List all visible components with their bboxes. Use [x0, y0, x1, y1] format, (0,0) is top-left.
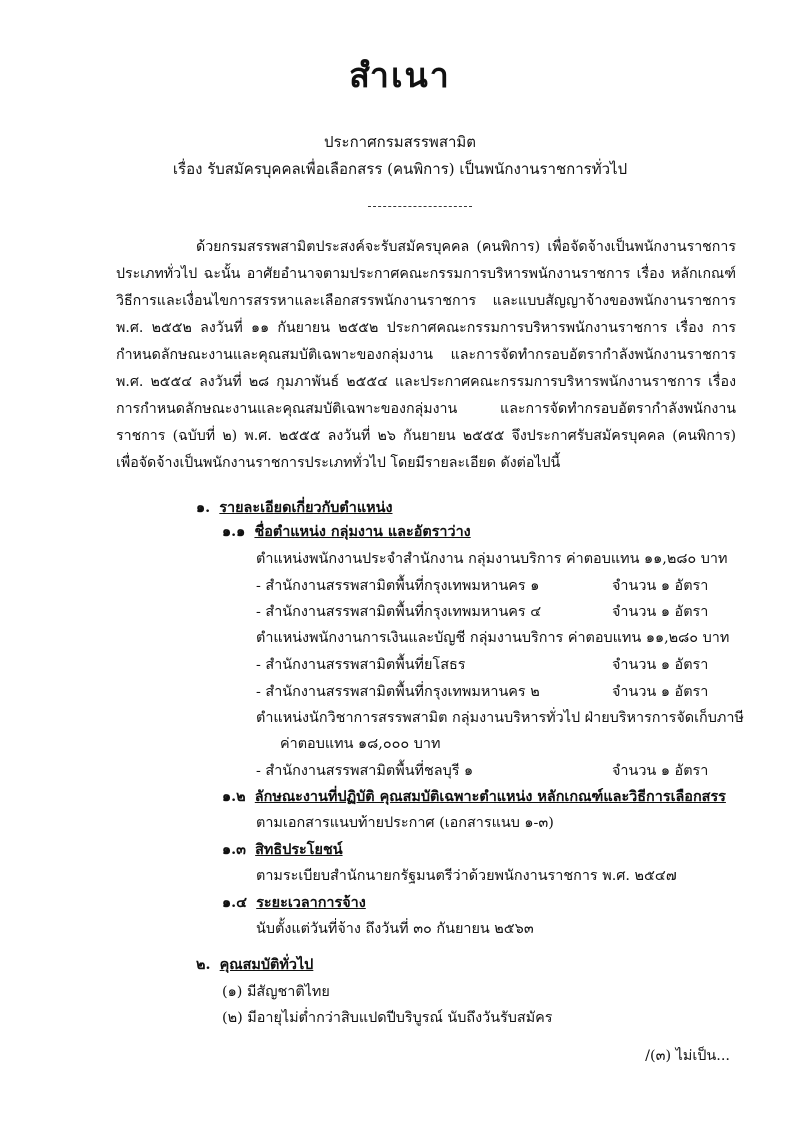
subsection-number: ๑.๔ [222, 894, 248, 911]
position-2: ตำแหน่งพนักงานการเงินและบัญชี กลุ่มงานบริการ ค่าตอบแทน ๑๑,๒๘๐ บาท [256, 630, 730, 646]
list-item: - สำนักงานสรรพสามิตพื้นที่ยโสธร [256, 657, 466, 673]
subsection-number: ๑.๒ [222, 788, 246, 805]
section-title: รายละเอียดเกี่ยวกับตำแหน่ง [219, 499, 393, 516]
section-number: ๒. [196, 956, 211, 973]
subsection-1-4-heading [222, 891, 366, 914]
subsection-title: ชื่อตำแหน่ง กลุ่มงาน และอัตราว่าง [254, 523, 471, 540]
position-3: ตำแหน่งนักวิชาการสรรพสามิต กลุ่มงานบริหารทั่วไป ฝ่ายบริหารการจัดเก็บภาษี [256, 710, 744, 726]
position-3-pay: ค่าตอบแทน ๑๘,๐๐๐ บาท [280, 736, 441, 752]
list-item: (๑) มีสัญชาติไทย [222, 984, 330, 1000]
section-2-heading [196, 953, 313, 976]
subsection-title: ลักษณะงานที่ปฏิบัติ คุณสมบัติเฉพาะตำแหน่ง หลักเกณฑ์และวิธีการเลือกสรร [254, 788, 726, 805]
subsection-title: ระยะเวลาการจ้าง [256, 894, 366, 911]
subsection-1-2-heading [222, 785, 726, 808]
continuation-note: /(๓) ไม่เป็น... [645, 1048, 730, 1064]
list-item-count: จำนวน ๑ อัตรา [612, 657, 709, 673]
subsection-body: นับตั้งแต่วันที่จ้าง ถึงวันที่ ๓๐ กันยายน ๒๕๖๓ [256, 921, 534, 937]
list-item: - สำนักงานสรรพสามิตพื้นที่กรุงเทพมหานคร ๑ [256, 578, 540, 594]
section-1-heading [196, 496, 393, 519]
list-item: - สำนักงานสรรพสามิตพื้นที่ชลบุรี ๑ [256, 763, 474, 779]
list-item-count: จำนวน ๑ อัตรา [612, 604, 709, 620]
subsection-1-1-heading [222, 520, 471, 543]
announcement-subject: เรื่อง รับสมัครบุคคลเพื่อเลือกสรร (คนพิการ) เป็นพนักงานราชการทั่วไป [172, 160, 628, 178]
position-1: ตำแหน่งพนักงานประจำสำนักงาน กลุ่มงานบริการ ค่าตอบแทน ๑๑,๒๘๐ บาท [256, 551, 728, 567]
subsection-body: ตามระเบียบสำนักนายกรัฐมนตรีว่าด้วยพนักงานราชการ พ.ศ. ๒๕๔๗ [256, 868, 677, 884]
subsection-title: สิทธิประโยชน์ [255, 841, 343, 858]
subsection-number: ๑.๑ [222, 523, 246, 540]
list-item: - สำนักงานสรรพสามิตพื้นที่กรุงเทพมหานคร ๔ [256, 604, 542, 620]
list-item: - สำนักงานสรรพสามิตพื้นที่กรุงเทพมหานคร ๒ [256, 684, 540, 700]
list-item: (๒) มีอายุไม่ต่ำกว่าสิบแปดปีบริบูรณ์ นับถึงวันรับสมัคร [222, 1010, 553, 1026]
announcement-issuer: ประกาศกรมสรรพสามิต [323, 133, 477, 151]
list-item-count: จำนวน ๑ อัตรา [612, 763, 709, 779]
subsection-1-3-heading [222, 838, 343, 861]
list-item-count: จำนวน ๑ อัตรา [612, 684, 709, 700]
intro-paragraph: ด้วยกรมสรรพสามิตประสงค์จะรับสมัครบุคคล (คนพิการ) เพื่อจัดจ้างเป็นพนักงานราชการประเภททั่วไป ฉะนั้น อาศัยอำนาจตามประกาศคณะกรรมการบริหารพนักงานราชการ เรื่อง หลักเกณฑ์วิธีการและเงื่อนไขการสรรหาและเลือกสรรพนักงานราชการ และแบบสัญญาจ้างของพนักงานราชการ พ.ศ. ๒๕๕๒ ลงวันที่ ๑๑ กันยายน ๒๕๕๒ ประกาศคณะกรรมการบริหารพนักงานราชการ เรื่อง การกำหนดลักษณะงานและคุณสมบัติเฉพาะของกลุ่มงาน และการจัดทำกรอบอัตรากำลังพนักงานราชการ พ.ศ. ๒๕๕๔ ลงวันที่ ๒๘ กุมภาพันธ์ ๒๕๕๔ และประกาศคณะกรรมการบริหารพนักงานราชการ เรื่อง การกำหนดลักษณะงานและคุณสมบัติเฉพาะของกลุ่มงาน และการจัดทำกรอบอัตรากำลังพนักงานราชการ (ฉบับที่ ๒) พ.ศ. ๒๕๕๕ ลงวันที่ ๒๖ กันยายน ๒๕๕๕ จึงประกาศรับสมัครบุคคล (คนพิการ) เพื่อจัดจ้างเป็นพนักงานราชการประเภททั่วไป โดยมีรายละเอียด ดังต่อไปนี้ [116, 239, 736, 471]
section-title: คุณสมบัติทั่วไป [219, 956, 314, 973]
section-number: ๑. [196, 499, 211, 516]
divider [368, 206, 472, 207]
subsection-number: ๑.๓ [222, 841, 246, 858]
list-item-count: จำนวน ๑ อัตรา [612, 578, 709, 594]
copy-stamp: สำเนา [349, 56, 451, 96]
subsection-body: ตามเอกสารแนบท้ายประกาศ (เอกสารแนบ ๑-๓) [256, 815, 554, 831]
